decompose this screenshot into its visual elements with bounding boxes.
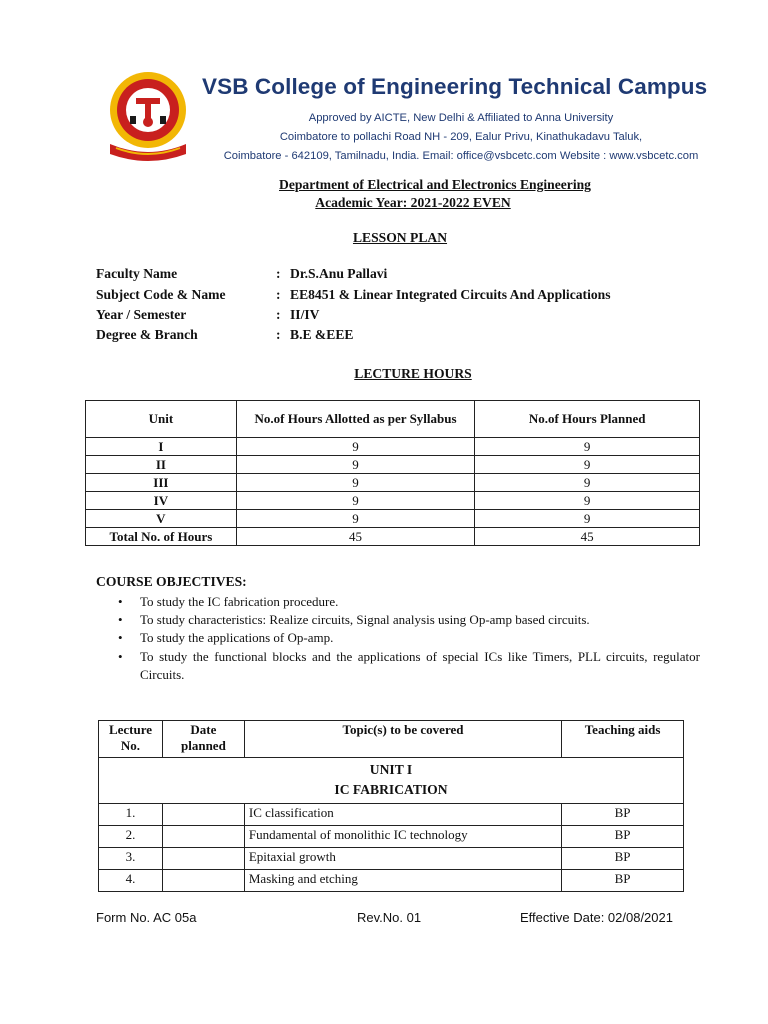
bullet-icon: • <box>118 630 123 646</box>
bullet-icon: • <box>118 594 123 609</box>
unit-row <box>99 758 684 804</box>
form-number: Form No. AC 05a <box>96 910 197 925</box>
list-item: • To study the applications of Op-amp. <box>118 629 700 647</box>
list-item: • To study the functional blocks and the applications of special ICs like Timers, PLL circuits, regulator Circuits. <box>118 648 700 682</box>
info-label: Subject Code & Name <box>96 287 226 302</box>
academic-year-heading: Academic Year: 2021-2022 EVEN <box>315 195 511 210</box>
table-row: III 9 9 <box>86 474 700 492</box>
table-row: 2. Fundamental of monolithic IC technology BP <box>99 826 684 848</box>
list-item: • To study characteristics: Realize circuits, Signal analysis using Op-amp based circuits. <box>118 611 700 629</box>
list-item: • To study the IC fabrication procedure. <box>118 593 700 611</box>
department-heading: Department of Electrical and Electronics Engineering <box>279 177 591 192</box>
column-header: Lecture No. <box>99 721 163 758</box>
lecture-hours-table <box>85 400 700 546</box>
total-row: Total No. of Hours 45 45 <box>86 528 700 546</box>
info-label: Degree & Branch <box>96 327 198 342</box>
column-header: No.of Hours Allotted as per Syllabus <box>236 401 475 438</box>
table-header-row <box>99 721 684 758</box>
bullet-icon: • <box>118 648 123 664</box>
info-value: Dr.S.Anu Pallavi <box>290 266 388 281</box>
revision-number: Rev.No. 01 <box>357 910 422 925</box>
info-value: II/IV <box>290 307 320 322</box>
bullet-icon: • <box>118 612 123 628</box>
lecture-hours-title: LECTURE HOURS <box>354 366 472 381</box>
info-label: Faculty Name <box>96 266 178 281</box>
column-header: Date planned <box>162 721 244 758</box>
college-name: VSB College of Engineering Technical Campus <box>202 74 708 99</box>
column-header: Topic(s) to be covered <box>244 721 561 758</box>
table-row: 3. Epitaxial growth BP <box>99 848 684 870</box>
info-label: Year / Semester <box>96 307 187 322</box>
effective-date: Effective Date: 02/08/2021 <box>520 910 673 925</box>
unit-title: IC FABRICATION <box>334 782 448 797</box>
table-row: II 9 9 <box>86 456 700 474</box>
approval-line: Approved by AICTE, New Delhi & Affiliated to Anna University <box>308 112 614 124</box>
table-row: 1. IC classification BP <box>99 804 684 826</box>
unit-label: UNIT I <box>369 762 413 777</box>
address-line-2: Coimbatore - 642109, Tamilnadu, India. Email: office@vsbcetc.com Website : www.vsbcetc.com <box>223 150 699 162</box>
course-objectives-title: COURSE OBJECTIVES: <box>96 574 247 589</box>
table-row: V 9 9 <box>86 510 700 528</box>
table-header-row <box>86 401 700 438</box>
lesson-plan-title: LESSON PLAN <box>352 230 448 245</box>
table-row: IV 9 9 <box>86 492 700 510</box>
info-value: EE8451 & Linear Integrated Circuits And Applications <box>290 287 611 302</box>
lesson-plan-table <box>98 720 684 892</box>
info-value: B.E &EEE <box>290 327 354 342</box>
table-row: 4. Masking and etching BP <box>99 870 684 892</box>
column-header: No.of Hours Planned <box>475 401 700 438</box>
column-header: Teaching aids <box>562 721 684 758</box>
table-row: I 9 9 <box>86 438 700 456</box>
objectives-list <box>118 593 700 684</box>
column-header: Unit <box>86 401 237 438</box>
address-line-1: Coimbatore to pollachi Road NH - 209, Ealur Privu, Kinathukadavu Taluk, <box>279 131 643 143</box>
